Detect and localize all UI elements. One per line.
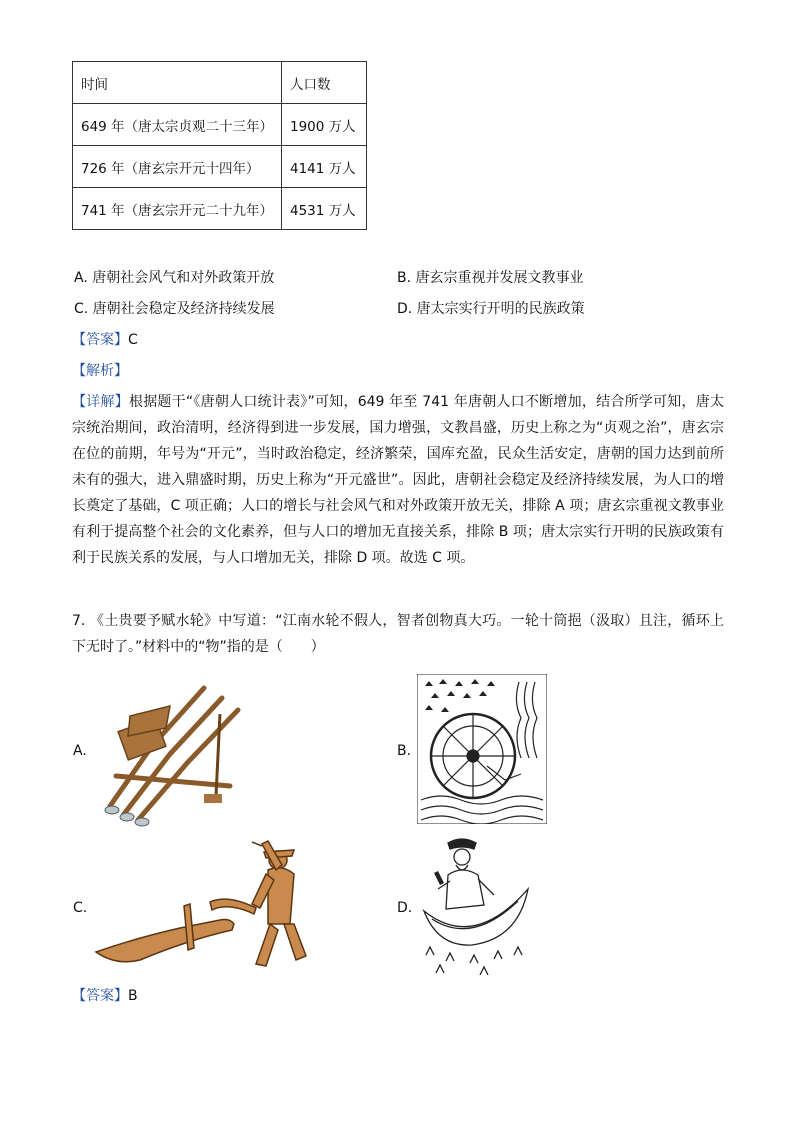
analysis-tag (72, 361, 128, 381)
table-row (73, 188, 367, 230)
seed-drill-model-icon (92, 676, 244, 828)
option-c: C. 唐朝社会稳定及经济持续发展 (74, 301, 275, 317)
table-cell: 649 年（唐太宗贞观二十三年） (73, 104, 282, 146)
table-row (73, 104, 367, 146)
answer-line (72, 330, 138, 350)
water-wheel-woodcut-icon (417, 674, 547, 824)
table-header-cell: 时间 (73, 62, 282, 104)
figure-label-a: A. (73, 743, 87, 759)
detail-tag: 【详解】 (72, 394, 129, 410)
answer-tag: 【答案】 (72, 332, 128, 348)
boat-seedling-woodcut-icon (418, 835, 534, 977)
figure-label-d: D. (397, 900, 413, 916)
table-header-cell: 人口数 (282, 62, 367, 104)
answer-value: C (128, 332, 138, 348)
figure-label-b: B. (397, 743, 412, 759)
detail-paragraph (72, 389, 724, 571)
detail-text: 根据题干“《唐朝人口统计表》”可知，649 年至 741 年唐朝人口不断增加，结合所学可知，唐太宗统治期间，政治清明，经济得到进一步发展，国力增强，文教昌盛，历史上称之为“贞观之治”，唐玄宗在位的前期，年号为“开元”，当时政治稳定，经济繁荣，国库充盈，民众生活安定，唐朝的国力达到前所未有的强大，进入鼎盛时期，历史上称为“开元盛世”。因此，唐朝社会稳定及经济持续发展，为人口的增长奠定了基础，C 项正确；人口的增长与社会风气和对外政策开放无关，排除 A 项；唐玄宗重视文教事业有利于提高整个社会的文化素养，但与人口的增加无直接关系，排除 B 项；唐太宗实行开明的民族政策有利于民族关系的发展，与人口增加无关，排除 D 项。故选 C 项。 (72, 394, 724, 566)
option-a: A. 唐朝社会风气和对外政策开放 (74, 270, 275, 286)
option-d: D. 唐太宗实行开明的民族政策 (397, 301, 585, 317)
answer-line-q7 (72, 986, 138, 1006)
table-cell: 4141 万人 (282, 146, 367, 188)
table-cell: 1900 万人 (282, 104, 367, 146)
question-7-stem: 7. 《土贵要予赋水轮》中写道：“江南水轮不假人，智者创物真大巧。一轮十筒挹（汲取）且注，循环上下无时了。”材料中的“物”指的是（ ） (72, 613, 724, 655)
population-table (72, 61, 367, 230)
answer-tag: 【答案】 (72, 988, 128, 1004)
table-cell: 4531 万人 (282, 188, 367, 230)
table-cell: 726 年（唐玄宗开元十四年） (73, 146, 282, 188)
plowing-figure-icon (92, 840, 332, 972)
table-row (73, 146, 367, 188)
figure-label-c: C. (73, 900, 88, 916)
table-cell: 741 年（唐玄宗开元二十九年） (73, 188, 282, 230)
analysis-label: 【解析】 (72, 363, 128, 379)
table-header-row (73, 62, 367, 104)
option-b: B. 唐玄宗重视并发展文教事业 (397, 270, 584, 286)
answer-value: B (128, 988, 138, 1004)
